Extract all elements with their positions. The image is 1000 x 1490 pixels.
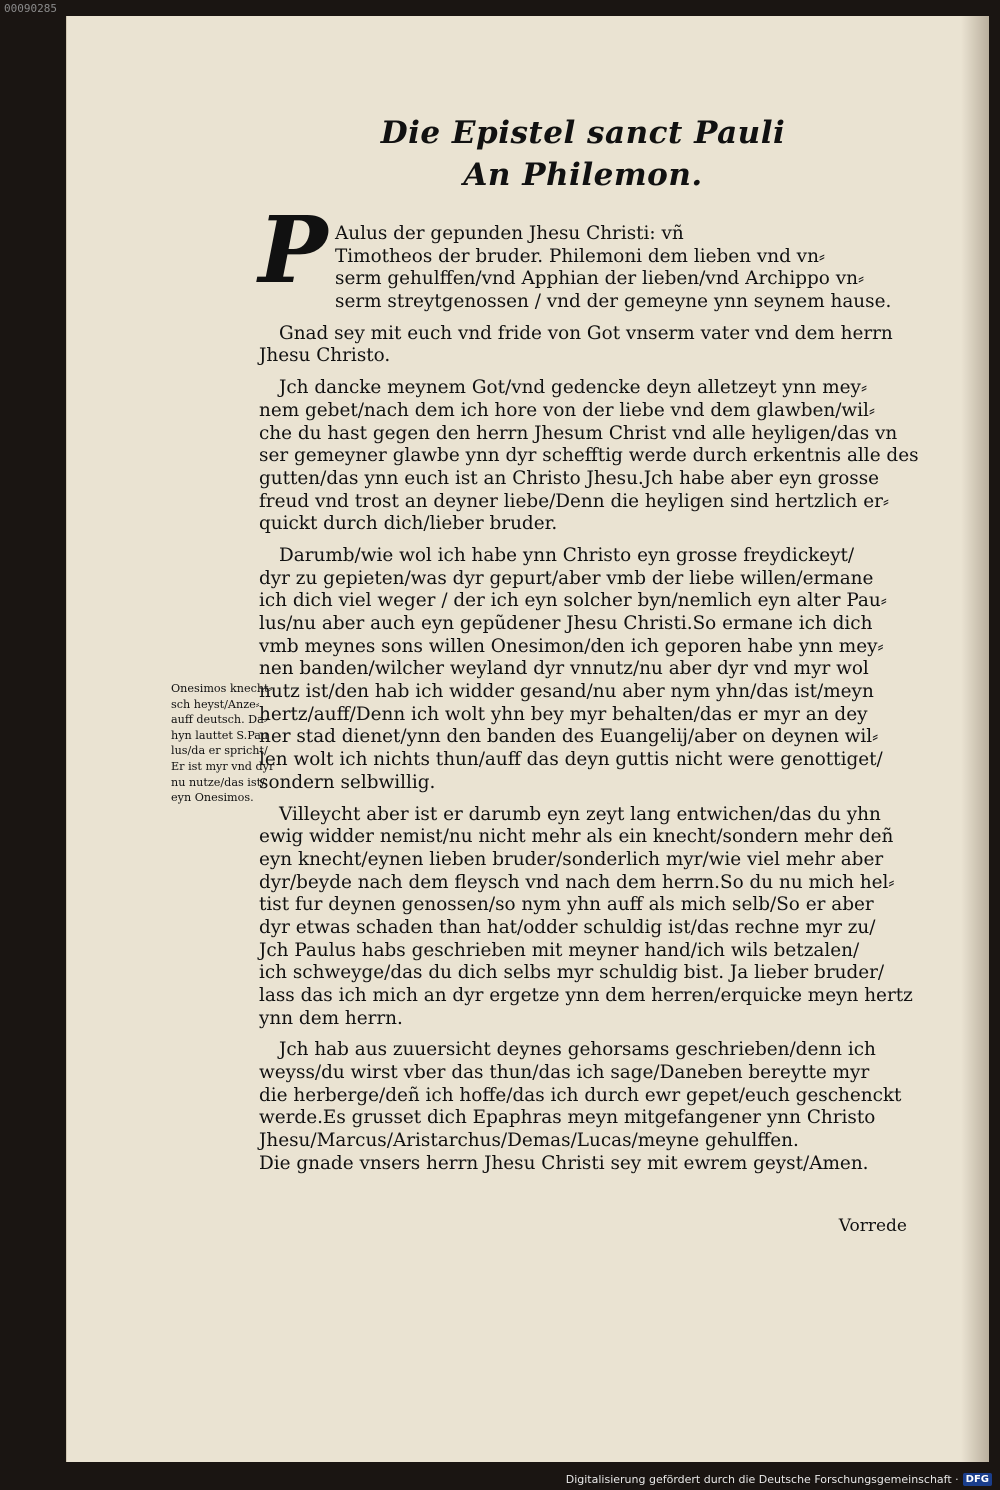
text-line: Die gnade vnsers herrn Jhesu Christi sey mit ewrem geyst/Amen.: [259, 1152, 869, 1174]
text-line: Jhesu Christo.: [259, 345, 391, 367]
gloss-line: auff deutsch. Da⸗: [171, 713, 268, 727]
footer-text: Digitalisierung gefördert durch die Deutsche Forschungsgemeinschaft ·: [565, 1473, 959, 1486]
text-line: Villeycht aber ist er darumb eyn zeyt lang entwichen/das du yhn: [279, 803, 881, 825]
footer-credit: [566, 1473, 992, 1486]
text-line: nem gebet/nach dem ich hore von der liebe vnd dem glawben/wil⸗: [259, 399, 876, 421]
text-line: Jch Paulus habs geschrieben mit meyner hand/ich wils betzalen/: [259, 939, 860, 961]
paragraph: [259, 323, 909, 368]
text-line: dyr etwas schaden than hat/odder schuldig ist/das rechne myr zu/: [259, 916, 876, 938]
text-line: ner stad dienet/ynn den banden des Euangelij/aber on deynen wil⸗: [259, 726, 879, 748]
text-line: len wolt ich nichts thun/auff das deyn guttis nicht were genottiget/: [259, 749, 883, 771]
text-line: Jch hab aus zuuersicht deynes gehorsams geschrieben/denn ich: [279, 1039, 876, 1061]
text-line: Darumb/wie wol ich habe ynn Christo eyn grosse freydickeyt/: [279, 544, 855, 566]
text-line: che du hast gegen den herrn Jhesum Christ vnd alle heyligen/das vn: [259, 422, 898, 444]
paragraph: [259, 803, 913, 1031]
text-line: serm streytgenossen / vnd der gemeyne ynn seynem hause.: [335, 291, 892, 313]
text-line: vmb meynes sons willen Onesimon/den ich geporen habe ynn mey⸗: [259, 635, 884, 657]
text-line: serm gehulffen/vnd Apphian der lieben/vnd Archippo vn⸗: [335, 268, 865, 290]
text-line: weyss/du wirst vber das thun/das ich sage/Daneben bereytte myr: [259, 1062, 870, 1084]
scan-id: 00090285: [4, 2, 57, 15]
text-line: ich dich viel weger / der ich eyn solcher byn/nemlich eyn alter Pau⸗: [259, 590, 887, 612]
gloss-line: lus/da er spricht/: [171, 744, 268, 758]
paragraph: [259, 377, 919, 536]
gloss-line: Er ist myr vnd dyr: [171, 759, 275, 773]
text-line: sondern selbwillig.: [259, 771, 436, 793]
text-line: nutz ist/den hab ich widder gesand/nu aber nym yhn/das ist/meyn: [259, 681, 874, 703]
text-line: dyr zu gepieten/was dyr gepurt/aber vmb der liebe willen/ermane: [259, 567, 874, 589]
text-line: freud vnd trost an deyner liebe/Denn die heyligen sind hertzlich er⸗: [259, 490, 889, 512]
gloss-line: sch heyst/Anze⸗: [171, 697, 260, 711]
paragraph: [259, 1039, 909, 1175]
text-line: gutten/das ynn euch ist an Christo Jhesu.Jch habe aber eyn grosse: [259, 467, 880, 489]
paragraph: [259, 545, 909, 795]
text-line: werde.Es grusset dich Epaphras meyn mitgefangener ynn Christo: [259, 1107, 876, 1129]
gloss-line: eyn Onesimos.: [171, 791, 254, 805]
title-line-2: An Philemon.: [463, 157, 703, 193]
text-line: lass das ich mich an dyr ergetze ynn dem herren/erquicke meyn hertz: [259, 985, 913, 1006]
text-line: nen banden/wilcher weyland dyr vnnutz/nu aber dyr vnd myr wol: [259, 658, 869, 680]
page-title: [67, 112, 989, 196]
text-line: die herberge/deñ ich hoffe/das ich durch ewr gepet/euch geschenckt: [259, 1084, 902, 1106]
text-line: quickt durch dich/lieber bruder.: [259, 513, 558, 535]
gloss-line: nu nutze/das ist/: [171, 775, 265, 789]
text-line: Jch dancke meynem Got/vnd gedencke deyn alletzeyt ynn mey⸗: [279, 377, 868, 399]
text-line: ewig widder nemist/nu nicht mehr als ein knecht/sondern mehr deñ: [259, 826, 894, 848]
text-line: dyr/beyde nach dem fleysch vnd nach dem herrn.So du nu mich hel⸗: [259, 871, 895, 893]
text-line: ich schweyge/das du dich selbs myr schuldig bist. Ja lieber bruder/: [259, 962, 885, 984]
epistle-text: [259, 223, 919, 1185]
decorated-initial: P: [258, 196, 328, 304]
paragraph: [259, 223, 909, 314]
text-line: tist fur deynen genossen/so nym yhn auff als mich selb/So er aber: [259, 894, 874, 916]
text-line: Jhesu/Marcus/Aristarchus/Demas/Lucas/meyne gehulffen.: [259, 1130, 799, 1152]
gloss-line: hyn lauttet S.Pau: [171, 728, 269, 742]
text-line: Gnad sey mit euch vnd fride von Got vnserm vater vnd dem herrn: [279, 322, 893, 344]
text-line: hertz/auff/Denn ich wolt yhn bey myr behalten/das er myr an dey: [259, 703, 868, 725]
text-line: Aulus der gepunden Jhesu Christi: vñ: [335, 223, 684, 244]
gloss-line: Onesimos knecht⸗: [171, 682, 273, 695]
catchword: Vorrede: [838, 1216, 907, 1236]
text-line: ser gemeyner glawbe ynn dyr schefftig werde durch erkentnis alle des: [259, 445, 919, 467]
text-line: eyn knecht/eynen lieben bruder/sonderlich myr/wie viel mehr aber: [259, 848, 884, 870]
text-line: lus/nu aber auch eyn gepũdener Jhesu Christi.So ermane ich dich: [259, 613, 873, 634]
text-line: Timotheos der bruder. Philemoni dem lieben vnd vn⸗: [335, 245, 826, 267]
book-page: [66, 16, 989, 1462]
dfg-logo-icon: DFG: [963, 1473, 992, 1486]
title-line-1: Die Epistel sanct Pauli: [380, 115, 786, 151]
text-line: ynn dem herrn.: [259, 1007, 403, 1029]
